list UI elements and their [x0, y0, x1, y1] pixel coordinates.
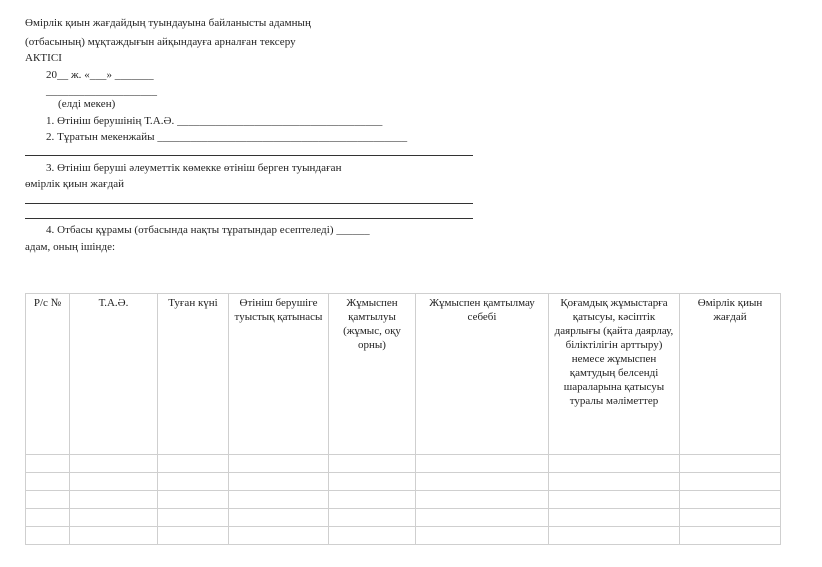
- table-cell: [549, 527, 680, 545]
- table-cell: [416, 473, 549, 491]
- table-cell: [70, 491, 158, 509]
- table-header-row: [26, 294, 781, 455]
- field-family-line-2: адам, оның ішінде:: [25, 241, 116, 253]
- table-cell: [229, 455, 329, 473]
- column-header: Жұмыспен қамтылмау себебі: [416, 294, 549, 455]
- table-cell: [158, 491, 229, 509]
- table-cell: [229, 473, 329, 491]
- table-cell: [158, 509, 229, 527]
- table-row: [26, 509, 781, 527]
- table-cell: [70, 509, 158, 527]
- table-cell: [26, 527, 70, 545]
- table-cell: [329, 527, 416, 545]
- table-cell: [26, 473, 70, 491]
- table-row: [26, 527, 781, 545]
- blank-line: [25, 203, 473, 204]
- doc-title-line-2: (отбасының) мұқтаждығын айқындауға арналған тексеру: [25, 36, 296, 48]
- field-applicant-name: 1. Өтініш берушінің Т.А.Ә. _____________________________________: [46, 115, 383, 127]
- doc-title-line-1: Өмірлік қиын жағдайдың туындауына байланысты адамның: [25, 17, 311, 29]
- column-header: Туған күні: [158, 294, 229, 455]
- table-cell: [70, 527, 158, 545]
- table-cell: [70, 455, 158, 473]
- table-cell: [26, 455, 70, 473]
- blank-line: [25, 218, 473, 219]
- table-cell: [158, 527, 229, 545]
- table-row: [26, 491, 781, 509]
- table-cell: [229, 527, 329, 545]
- table-cell: [158, 473, 229, 491]
- table-cell: [549, 491, 680, 509]
- table-cell: [680, 491, 781, 509]
- table-cell: [229, 509, 329, 527]
- table-cell: [329, 473, 416, 491]
- family-members-table: [25, 293, 781, 545]
- field-situation-line-2: өмірлік қиын жағдай: [25, 178, 125, 190]
- place-label: (елді мекен): [58, 98, 116, 110]
- table-cell: [26, 509, 70, 527]
- table-cell: [416, 509, 549, 527]
- field-situation-line-1: 3. Өтініш беруші әлеуметтік көмекке өтініш берген туындаған: [46, 162, 342, 174]
- table-cell: [549, 455, 680, 473]
- column-header: Өмірлік қиын жағдай: [680, 294, 781, 455]
- doc-title-line-3: АКТІСІ: [25, 52, 62, 64]
- table-cell: [680, 473, 781, 491]
- table-cell: [549, 473, 680, 491]
- table-cell: [229, 491, 329, 509]
- table-cell: [26, 491, 70, 509]
- table-cell: [158, 455, 229, 473]
- table-cell: [329, 509, 416, 527]
- table-cell: [416, 455, 549, 473]
- table-cell: [680, 527, 781, 545]
- blank-line: [25, 155, 473, 156]
- table-cell: [329, 491, 416, 509]
- table-cell: [329, 455, 416, 473]
- table-cell: [416, 527, 549, 545]
- place-blank: ____________________: [46, 85, 157, 97]
- table-cell: [70, 473, 158, 491]
- column-header: Р/с №: [26, 294, 70, 455]
- field-family-line-1: 4. Отбасы құрамы (отбасында нақты тұратындар есептеледі) ______: [46, 224, 370, 236]
- table-row: [26, 473, 781, 491]
- table-cell: [549, 509, 680, 527]
- table-cell: [416, 491, 549, 509]
- column-header: Қоғамдық жұмыстарға қатысуы, кәсіптік даярлығы (қайта даярлау, біліктілігін арттыру) немесе жұмыспен қамтудың белсенді шараларына қатысуы туралы мәліметтер: [549, 294, 680, 455]
- column-header: Т.А.Ә.: [70, 294, 158, 455]
- table-cell: [680, 455, 781, 473]
- table-row: [26, 455, 781, 473]
- column-header: Өтініш берушіге туыстық қатынасы: [229, 294, 329, 455]
- field-address: 2. Тұратын мекенжайы _____________________________________________: [46, 131, 408, 143]
- table-cell: [680, 509, 781, 527]
- date-line: 20__ ж. «___» _______: [46, 69, 154, 81]
- column-header: Жұмыспен қамтылуы (жұмыс, оқу орны): [329, 294, 416, 455]
